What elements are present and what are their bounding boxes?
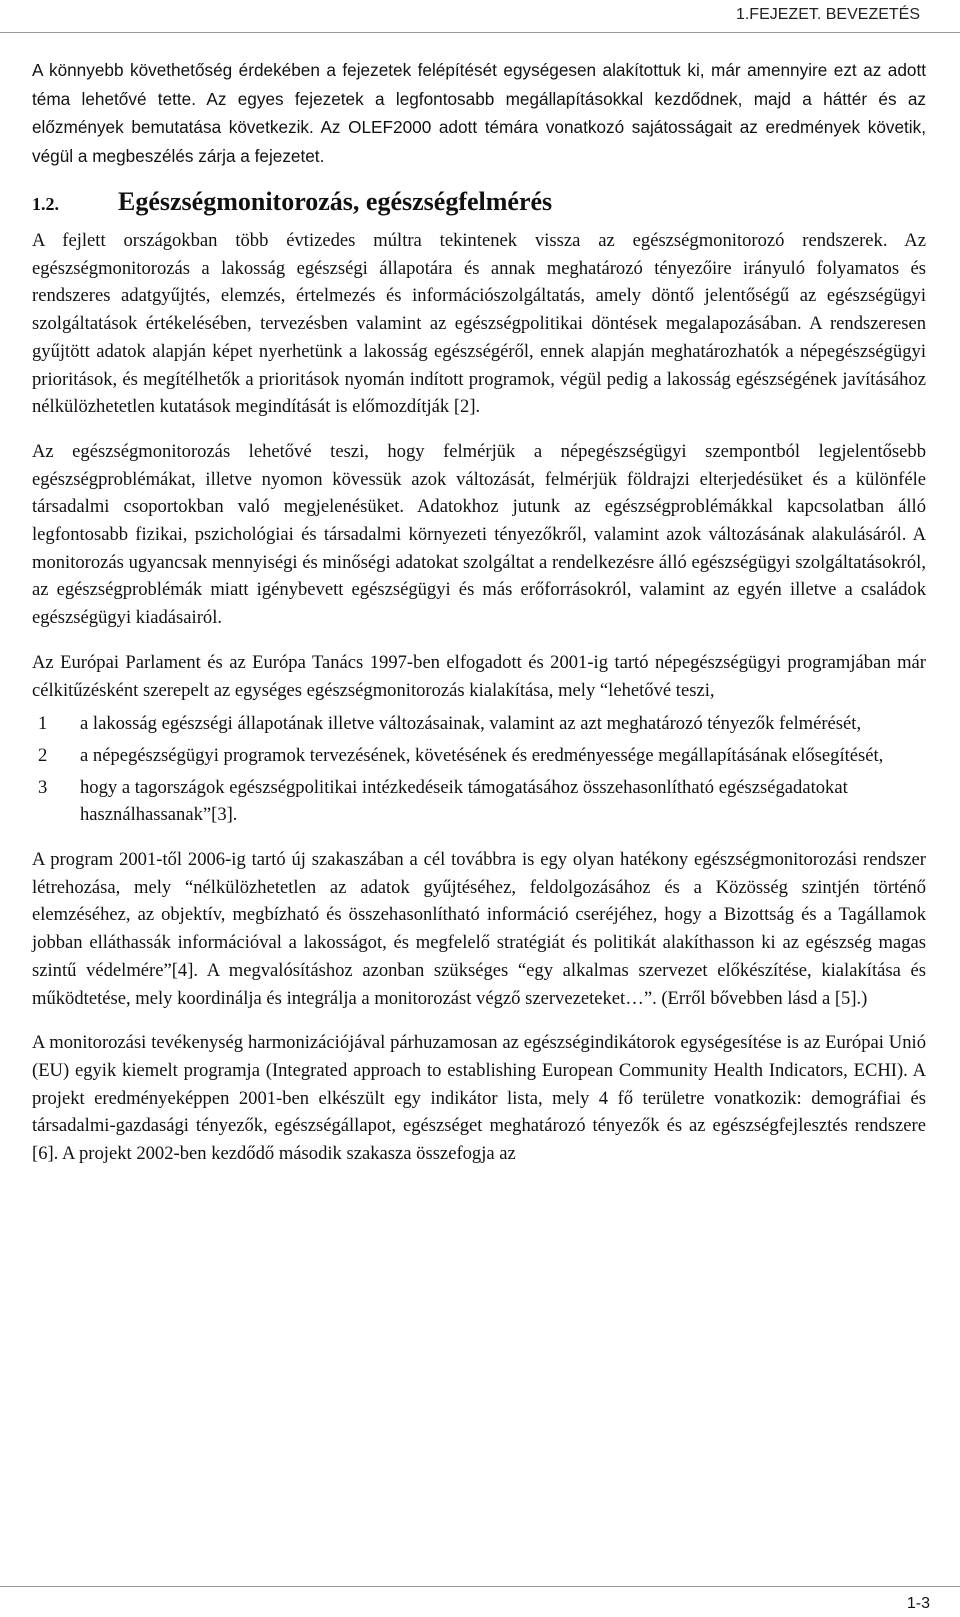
section-heading <box>32 187 926 217</box>
list-item <box>32 710 926 738</box>
running-header: 1.FEJEZET. BEVEZETÉS <box>735 6 920 23</box>
list-number: 2 <box>38 744 48 766</box>
list-text: hogy a tagországok egészségpolitikai intézkedéseik támogatásához összehasonlítható egészségadatokat használhassanak”[3]. <box>80 776 848 826</box>
page-number: 1-3 <box>906 1595 930 1612</box>
header-rule <box>0 32 960 33</box>
list-item <box>32 742 926 770</box>
paragraph: A fejlett országokban több évtizedes múltra tekintenek vissza az egészségmonitorozó rendszerek. Az egészségmonitorozás a lakosság egészségi állapotára és annak meghatározó tényezőire irányuló folyamatos és rendszeres adatgyűjtés, elemzés, értelmezés és információszolgáltatás, amely döntő jelentőségű az egészségügyi szolgáltatások értékelésében, tervezésben valamint az egészségpolitikai döntések megalapozásában. A rendszeresen gyűjtött adatok alapján képet nyerhetünk a lakosság egészségéről, ennek alapján meghatározhatók a népegészségügyi prioritások, és megítélhetők a prioritások nyomán indított programok, végül pedig a lakosság egészségének javításához nélkülözhetetlen kutatások megindítását is előmozdítják [2]. <box>32 230 926 418</box>
aims-list <box>32 710 926 829</box>
list-text: a lakosság egészségi állapotának illetve változásainak, valamint az azt meghatározó tényezők felmérését, <box>80 713 862 735</box>
list-number: 1 <box>38 713 48 735</box>
list-text: a népegészségügyi programok tervezésének, követésének és eredményessége megállapításának elősegítését, <box>80 744 884 766</box>
list-item <box>32 774 926 829</box>
section-number: 1.2. <box>32 194 59 214</box>
paragraph: Az Európai Parlament és az Európa Tanács 1997-ben elfogadott és 2001-ig tartó népegészségügyi programjában már célkitűzésként szerepelt az egységes egészségmonitorozás kialakítása, mely “lehetővé teszi, <box>32 651 926 701</box>
paragraph: A monitorozási tevékenység harmonizációjával párhuzamosan az egészségindikátorok egységesítése is az Európai Unió (EU) egyik kiemelt programja (Integrated approach to establishing European Community Health Indicators, ECHI). A projekt eredményeképpen 2001-ben elkészült egy indikátor lista, mely 4 fő területre vonatkozik: demográfiai és társadalmi-gazdasági tényezők, egészségállapot, egészséget meghatározó tényezők és az egészségfejlesztés rendszere [6]. A projekt 2002-ben kezdődő második szakasza összefogja az <box>32 1032 926 1165</box>
section-title: Egészségmonitorozás, egészségfelmérés <box>118 187 553 216</box>
paragraph: Az egészségmonitorozás lehetővé teszi, hogy felmérjük a népegészségügyi szempontból legjelentősebb egészségproblémákat, illetve nyomon kövessük azok változását, felmérjük földrajzi elterjedésüket és a különféle társadalmi csoportokban való megjelenésüket. Adatokhoz jutunk az egészségproblémákkal kapcsolatban álló legfontosabb fizikai, pszichológiai és társadalmi környezeti tényezőkről, valamint azok változásának alakulásáról. A monitorozás ugyancsak mennyiségi és minőségi adatokat szolgáltat a rendelkezésre álló egészségügyi szolgáltatásokról, az egészségproblémák miatt igénybevett egészségügyi és más erőforrásokról, valamint az egyén illetve a családok egészségügyi kiadásairól. <box>32 440 926 629</box>
paragraph: A program 2001-től 2006-ig tartó új szakaszában a cél továbbra is egy olyan hatékony egészségmonitorozási rendszer létrehozása, mely “nélkülözhetetlen az adatok gyűjtéséhez, feldolgozásához és a Közösség szintjén történő elemzéséhez, az objektív, megbízható és összehasonlítható információ cseréjéhez, hogy a Bizottság és a Tagállamok jobban elláthassák információval a lakosságot, és megfelelő stratégiát és politikát alakíthasson ki az egészség magas szintű védelmére”[4]. A megvalósításhoz azonban szükséges “egy alkalmas szervezet előkészítése, kialakítása és működtetése, mely koordinálja és integrálja a monitorozást végző szervezeteket…”. (Erről bővebben lásd a [5].) <box>32 849 926 1009</box>
page-content <box>32 56 926 1185</box>
list-number: 3 <box>38 776 48 798</box>
intro-paragraph: A könnyebb követhetőség érdekében a fejezetek felépítését egységesen alakítottuk ki, már amennyire ezt az adott téma lehetővé tette. Az egyes fejezetek a legfontosabb megállapításokkal kezdődnek, majd a háttér és az előzmények bemutatása következik. Az OLEF2000 adott témára vonatkozó sajátosságait az eredmények követik, végül a megbeszélés zárja a fejezetet. <box>32 60 926 166</box>
footer-rule <box>0 1586 960 1587</box>
